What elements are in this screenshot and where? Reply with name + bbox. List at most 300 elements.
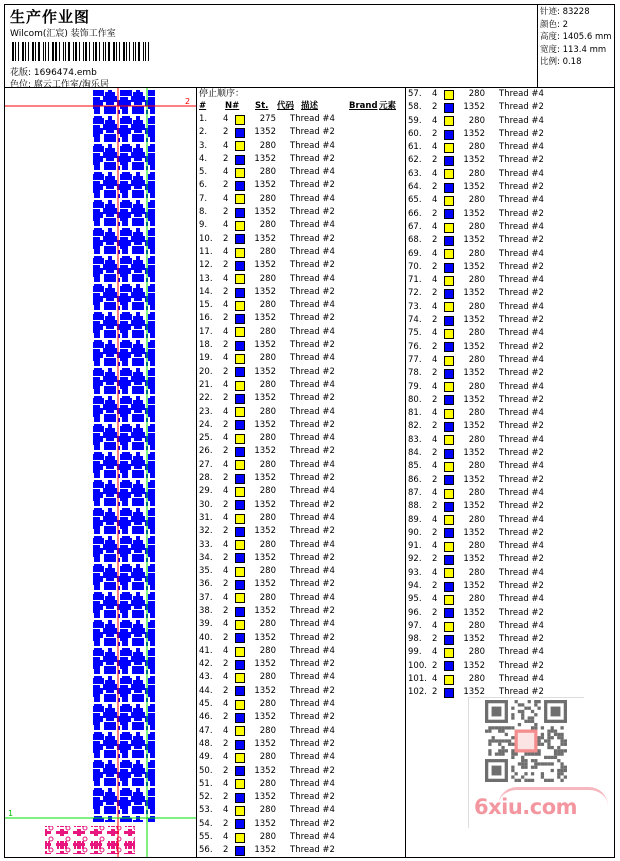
row-needle: 2 xyxy=(432,501,438,512)
row-description: Thread #2 xyxy=(290,313,335,324)
row-number: 58. xyxy=(408,102,422,113)
row-needle: 4 xyxy=(223,778,229,789)
row-number: 22. xyxy=(199,393,213,404)
row-number: 90. xyxy=(408,527,422,538)
color-swatch xyxy=(444,409,454,419)
row-needle: 4 xyxy=(432,142,438,153)
row-stitches: 1352 xyxy=(463,288,485,299)
color-swatch xyxy=(235,660,245,670)
row-needle: 4 xyxy=(223,592,229,603)
row-needle: 2 xyxy=(223,579,229,590)
row-swatch-cell xyxy=(235,434,248,444)
row-number: 1. xyxy=(199,114,208,124)
row-number: 21. xyxy=(199,379,213,390)
row-number: 100. xyxy=(408,660,427,671)
row-description: Thread #2 xyxy=(499,634,544,645)
pattern-file: 花版: 1696474.emb xyxy=(10,68,97,78)
color-swatch xyxy=(235,301,245,311)
row-number: 43. xyxy=(199,672,213,683)
row-stitches: 1352 xyxy=(254,738,276,749)
row-number: 31. xyxy=(199,512,213,523)
table-row xyxy=(197,312,405,325)
table-row xyxy=(197,366,405,379)
row-stitches: 1352 xyxy=(463,687,485,698)
color-swatch xyxy=(235,208,245,218)
table-row xyxy=(406,646,615,659)
row-description: Thread #4 xyxy=(499,195,544,206)
row-number: 50. xyxy=(199,765,213,776)
row-stitches: 1352 xyxy=(254,579,276,590)
row-swatch-cell xyxy=(444,409,457,419)
row-swatch-cell xyxy=(444,555,457,565)
row-needle: 4 xyxy=(223,273,229,284)
row-needle: 2 xyxy=(223,340,229,351)
table-row xyxy=(197,844,405,857)
barcode-bar xyxy=(83,42,84,61)
row-needle: 2 xyxy=(223,552,229,563)
barcode-bar xyxy=(79,42,80,61)
table-header xyxy=(197,100,405,113)
row-swatch-cell xyxy=(235,833,248,843)
row-number: 74. xyxy=(408,315,422,326)
row-needle: 2 xyxy=(432,580,438,591)
stop-sequence-rows-1 xyxy=(197,113,405,858)
row-needle: 4 xyxy=(432,275,438,286)
row-needle: 4 xyxy=(432,620,438,631)
row-number: 23. xyxy=(199,406,213,417)
row-needle: 2 xyxy=(432,182,438,193)
row-number: 41. xyxy=(199,645,213,656)
barcode-bar xyxy=(65,42,66,61)
row-description: Thread #4 xyxy=(290,672,335,683)
row-stitches: 280 xyxy=(468,567,485,578)
color-swatch xyxy=(235,434,245,444)
row-number: 67. xyxy=(408,221,422,232)
row-stitches: 280 xyxy=(259,778,276,789)
row-number: 61. xyxy=(408,142,422,153)
row-swatch-cell xyxy=(444,169,457,179)
table-row xyxy=(406,208,615,221)
color-swatch xyxy=(235,341,245,351)
color-swatch xyxy=(444,356,454,366)
row-swatch-cell xyxy=(444,223,457,233)
row-stitches: 280 xyxy=(259,246,276,257)
row-number: 99. xyxy=(408,647,422,658)
barcode-bar xyxy=(148,42,149,61)
row-stitches: 1352 xyxy=(463,341,485,352)
row-stitches: 280 xyxy=(468,541,485,552)
row-number: 38. xyxy=(199,605,213,616)
row-stitches: 280 xyxy=(468,594,485,605)
table-row xyxy=(406,633,615,646)
row-swatch-cell xyxy=(235,474,248,484)
stop-sequence-column-1 xyxy=(196,88,406,857)
color-swatch xyxy=(235,394,245,404)
row-number: 68. xyxy=(408,235,422,246)
table-row xyxy=(197,113,405,126)
row-needle: 4 xyxy=(223,486,229,497)
row-stitches: 280 xyxy=(259,752,276,763)
table-row xyxy=(406,686,615,699)
row-swatch-cell xyxy=(444,316,457,326)
row-needle: 2 xyxy=(223,632,229,643)
row-description: Thread #4 xyxy=(290,725,335,736)
row-number: 10. xyxy=(199,233,213,244)
table-row xyxy=(197,804,405,817)
row-number: 11. xyxy=(199,246,213,257)
row-swatch-cell xyxy=(235,407,248,417)
color-swatch xyxy=(235,367,245,377)
row-stitches: 280 xyxy=(259,805,276,816)
row-swatch-cell xyxy=(235,274,248,284)
row-swatch-cell xyxy=(235,341,248,351)
row-needle: 4 xyxy=(432,408,438,419)
row-stitches: 1352 xyxy=(463,607,485,618)
row-needle: 2 xyxy=(432,288,438,299)
row-swatch-cell xyxy=(444,462,457,472)
table-row xyxy=(406,141,615,154)
row-needle: 4 xyxy=(432,168,438,179)
row-swatch-cell xyxy=(235,779,248,789)
table-row xyxy=(197,645,405,658)
barcode-bar xyxy=(75,42,77,61)
row-description: Thread #4 xyxy=(290,778,335,789)
barcode-bar xyxy=(99,42,100,61)
barcode-bar xyxy=(48,42,49,61)
row-swatch-cell xyxy=(444,422,457,432)
color-swatch xyxy=(444,568,454,578)
color-swatch xyxy=(444,515,454,525)
color-swatch xyxy=(235,274,245,284)
row-stitches: 1352 xyxy=(463,235,485,246)
row-number: 26. xyxy=(199,446,213,457)
row-stitches: 1352 xyxy=(254,127,276,138)
row-stitches: 280 xyxy=(468,620,485,631)
row-needle: 2 xyxy=(432,235,438,246)
row-stitches: 280 xyxy=(259,140,276,151)
row-description: Thread #4 xyxy=(290,406,335,417)
color-swatch xyxy=(444,116,454,126)
row-swatch-cell xyxy=(235,141,248,151)
color-swatch xyxy=(444,622,454,632)
row-swatch-cell xyxy=(444,103,457,113)
table-row xyxy=(197,153,405,166)
row-swatch-cell xyxy=(444,635,457,645)
barcode-bar xyxy=(32,42,34,61)
row-swatch-cell xyxy=(235,221,248,231)
row-description: Thread #4 xyxy=(290,246,335,257)
row-number: 27. xyxy=(199,459,213,470)
color-swatch xyxy=(444,435,454,445)
row-number: 4. xyxy=(199,153,208,164)
row-swatch-cell xyxy=(235,394,248,404)
color-swatch xyxy=(444,648,454,658)
row-stitches: 280 xyxy=(259,592,276,603)
row-swatch-cell xyxy=(235,793,248,803)
row-needle: 2 xyxy=(223,526,229,537)
row-number: 14. xyxy=(199,286,213,297)
row-swatch-cell xyxy=(444,502,457,512)
header-description: 描述 xyxy=(301,101,319,111)
row-number: 30. xyxy=(199,499,213,510)
row-needle: 2 xyxy=(432,660,438,671)
row-description: Thread #4 xyxy=(499,567,544,578)
row-number: 47. xyxy=(199,725,213,736)
table-row xyxy=(406,620,615,633)
table-row xyxy=(406,354,615,367)
row-stitches: 280 xyxy=(259,379,276,390)
table-row xyxy=(406,500,615,513)
row-number: 28. xyxy=(199,473,213,484)
table-row xyxy=(197,831,405,844)
barcode-bar xyxy=(25,42,26,61)
row-number: 40. xyxy=(199,632,213,643)
table-row xyxy=(406,514,615,527)
row-swatch-cell xyxy=(444,263,457,273)
row-description: Thread #2 xyxy=(499,554,544,565)
table-row xyxy=(406,434,615,447)
row-number: 51. xyxy=(199,778,213,789)
row-swatch-cell xyxy=(235,420,248,430)
color-swatch xyxy=(235,819,245,829)
table-row xyxy=(197,605,405,618)
row-description: Thread #4 xyxy=(290,486,335,497)
row-stitches: 280 xyxy=(468,248,485,259)
color-swatch xyxy=(235,327,245,337)
color-swatch xyxy=(444,369,454,379)
header-needle: N# xyxy=(225,101,240,111)
color-swatch xyxy=(235,221,245,231)
row-swatch-cell xyxy=(235,288,248,298)
stop-sequence-rows-2 xyxy=(406,88,615,700)
color-swatch xyxy=(235,713,245,723)
row-description: Thread #2 xyxy=(499,687,544,698)
table-row xyxy=(197,206,405,219)
row-description: Thread #4 xyxy=(290,273,335,284)
row-swatch-cell xyxy=(235,208,248,218)
barcode-bar xyxy=(22,42,24,61)
row-description: Thread #4 xyxy=(499,115,544,126)
barcode-bar xyxy=(89,42,90,61)
color-swatch xyxy=(444,528,454,538)
row-swatch-cell xyxy=(235,155,248,165)
row-stitches: 1352 xyxy=(463,527,485,538)
color-swatch xyxy=(444,263,454,273)
stop-sequence-column-2 xyxy=(406,88,615,857)
row-number: 88. xyxy=(408,501,422,512)
company-name: Wilcom(汇宸) 装饰工作室 xyxy=(10,29,116,39)
row-needle: 2 xyxy=(223,845,229,856)
row-description: Thread #2 xyxy=(290,526,335,537)
barcode-bar xyxy=(123,42,125,61)
row-description: Thread #4 xyxy=(290,326,335,337)
table-row xyxy=(406,660,615,673)
color-swatch xyxy=(235,194,245,204)
table-row xyxy=(406,115,615,128)
row-number: 3. xyxy=(199,140,208,151)
row-number: 85. xyxy=(408,461,422,472)
row-number: 53. xyxy=(199,805,213,816)
row-description: Thread #4 xyxy=(290,379,335,390)
color-swatch xyxy=(235,181,245,191)
row-needle: 4 xyxy=(223,379,229,390)
row-swatch-cell xyxy=(444,435,457,445)
stop-sequence-title: 停止顺序： xyxy=(199,89,245,99)
barcode-bar xyxy=(119,42,120,61)
row-number: 66. xyxy=(408,208,422,219)
barcode-bar xyxy=(43,42,44,61)
row-needle: 2 xyxy=(223,313,229,324)
table-row xyxy=(406,540,615,553)
color-swatch xyxy=(235,420,245,430)
row-number: 46. xyxy=(199,712,213,723)
row-stitches: 280 xyxy=(468,674,485,685)
stitch-count: 针迹: 83228 xyxy=(540,7,590,17)
color-swatch xyxy=(235,407,245,417)
row-description: Thread #4 xyxy=(290,459,335,470)
row-swatch-cell xyxy=(444,528,457,538)
table-row xyxy=(197,352,405,365)
row-number: 29. xyxy=(199,486,213,497)
row-description: Thread #2 xyxy=(290,685,335,696)
row-needle: 2 xyxy=(223,180,229,191)
row-swatch-cell xyxy=(235,846,248,856)
header-code: 代码 xyxy=(277,101,295,111)
row-description: Thread #4 xyxy=(290,592,335,603)
row-swatch-cell xyxy=(444,302,457,312)
row-number: 25. xyxy=(199,433,213,444)
row-stitches: 1352 xyxy=(254,419,276,430)
row-stitches: 1352 xyxy=(254,792,276,803)
table-row xyxy=(406,381,615,394)
row-description: Thread #4 xyxy=(499,674,544,685)
row-stitches: 280 xyxy=(468,408,485,419)
table-row xyxy=(406,327,615,340)
row-number: 52. xyxy=(199,792,213,803)
color-swatch xyxy=(235,474,245,484)
row-number: 92. xyxy=(408,554,422,565)
row-swatch-cell xyxy=(444,356,457,366)
row-number: 69. xyxy=(408,248,422,259)
table-row xyxy=(406,553,615,566)
color-swatch xyxy=(235,381,245,391)
table-row xyxy=(406,234,615,247)
row-swatch-cell xyxy=(444,622,457,632)
row-number: 17. xyxy=(199,326,213,337)
row-swatch-cell xyxy=(235,181,248,191)
row-number: 86. xyxy=(408,474,422,485)
color-swatch xyxy=(444,635,454,645)
row-description: Thread #4 xyxy=(499,168,544,179)
row-stitches: 1352 xyxy=(254,260,276,271)
row-needle: 2 xyxy=(432,315,438,326)
row-description: Thread #2 xyxy=(290,260,335,271)
row-needle: 2 xyxy=(223,818,229,829)
row-stitches: 280 xyxy=(259,832,276,843)
row-number: 101. xyxy=(408,674,427,685)
barcode-bar xyxy=(133,42,134,61)
color-swatch xyxy=(444,183,454,193)
row-stitches: 280 xyxy=(259,672,276,683)
row-needle: 4 xyxy=(223,406,229,417)
color-swatch xyxy=(235,607,245,617)
row-stitches: 280 xyxy=(259,725,276,736)
row-stitches: 280 xyxy=(259,512,276,523)
row-number: 62. xyxy=(408,155,422,166)
row-needle: 4 xyxy=(223,805,229,816)
row-needle: 2 xyxy=(223,712,229,723)
row-needle: 4 xyxy=(223,725,229,736)
row-description: Thread #2 xyxy=(290,792,335,803)
row-swatch-cell xyxy=(235,500,248,510)
row-needle: 4 xyxy=(432,567,438,578)
color-swatch xyxy=(235,620,245,630)
row-stitches: 1352 xyxy=(254,180,276,191)
row-needle: 4 xyxy=(432,115,438,126)
row-needle: 4 xyxy=(432,195,438,206)
row-swatch-cell xyxy=(235,234,248,244)
row-needle: 2 xyxy=(223,792,229,803)
row-swatch-cell xyxy=(235,700,248,710)
row-swatch-cell xyxy=(235,819,248,829)
table-row xyxy=(197,685,405,698)
row-stitches: 280 xyxy=(259,459,276,470)
row-stitches: 280 xyxy=(468,301,485,312)
color-swatch xyxy=(444,675,454,685)
row-stitches: 1352 xyxy=(254,340,276,351)
row-swatch-cell xyxy=(444,395,457,405)
table-row xyxy=(406,407,615,420)
row-swatch-cell xyxy=(235,766,248,776)
page-title: 生产作业图 xyxy=(10,8,91,26)
row-swatch-cell xyxy=(235,686,248,696)
color-swatch xyxy=(235,580,245,590)
row-needle: 4 xyxy=(223,193,229,204)
row-swatch-cell xyxy=(235,514,248,524)
row-description: Thread #4 xyxy=(290,645,335,656)
table-row xyxy=(197,765,405,778)
row-description: Thread #4 xyxy=(290,140,335,151)
row-description: Thread #4 xyxy=(290,539,335,550)
row-swatch-cell xyxy=(444,542,457,552)
table-row xyxy=(197,578,405,591)
table-row xyxy=(197,751,405,764)
row-swatch-cell xyxy=(235,726,248,736)
row-stitches: 1352 xyxy=(463,261,485,272)
row-description: Thread #2 xyxy=(290,393,335,404)
row-needle: 4 xyxy=(223,326,229,337)
row-description: Thread #4 xyxy=(290,114,335,124)
watermark-site: 6xiu.com xyxy=(474,795,578,819)
row-stitches: 280 xyxy=(468,461,485,472)
row-swatch-cell xyxy=(444,382,457,392)
table-row xyxy=(197,632,405,645)
row-number: 48. xyxy=(199,738,213,749)
row-stitches: 280 xyxy=(468,115,485,126)
row-needle: 2 xyxy=(432,155,438,166)
color-swatch xyxy=(235,514,245,524)
table-row xyxy=(197,233,405,246)
barcode-bar xyxy=(45,42,46,61)
row-description: Thread #2 xyxy=(499,501,544,512)
row-needle: 2 xyxy=(432,554,438,565)
row-description: Thread #4 xyxy=(499,408,544,419)
row-swatch-cell xyxy=(444,342,457,352)
row-needle: 4 xyxy=(432,594,438,605)
row-number: 32. xyxy=(199,526,213,537)
row-stitches: 280 xyxy=(259,619,276,630)
color-swatch xyxy=(444,608,454,618)
